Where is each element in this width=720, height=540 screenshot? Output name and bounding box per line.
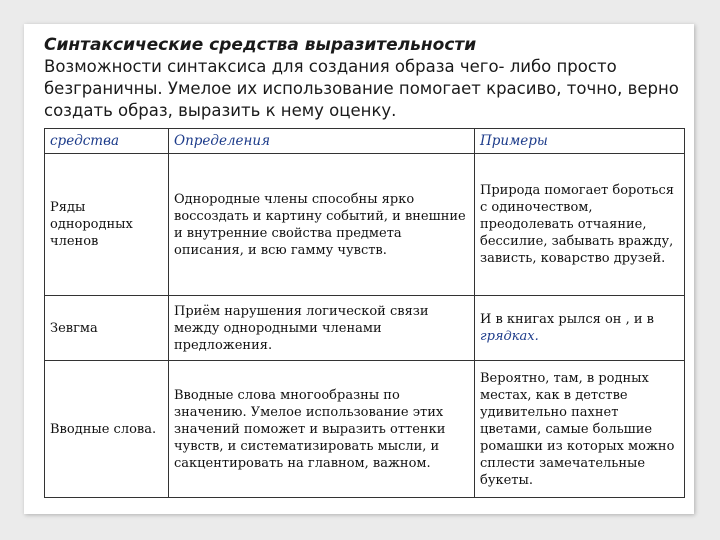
- table-header-row: [45, 129, 685, 154]
- term-cell: Зевгма: [45, 296, 169, 361]
- column-header-definitions: Определения: [169, 129, 475, 154]
- devices-table: [44, 128, 685, 498]
- example-cell: [475, 296, 685, 361]
- definition-cell: Приём нарушения логической связи между однородными членами предложения.: [169, 296, 475, 361]
- slide-intro: Возможности синтаксиса для создания образа чего- либо просто безграничны. Умелое их использование помогает красиво, точно, верно создать образ, выразить к нему оценку.: [44, 57, 679, 120]
- term-cell: Ряды однородных членов: [45, 154, 169, 296]
- slide: [24, 24, 694, 514]
- example-text: И в книгах рылся он , и в: [480, 312, 654, 327]
- definition-cell: Вводные слова многообразны по значению. Умелое использование этих значений поможет и выразить оттенки чувств, и систематизировать мысли, и сакцентировать на главном, важном.: [169, 361, 475, 498]
- example-cell: Природа помогает бороться с одиночеством, преодолевать отчаяние, бессилие, забывать вражду, зависть, коварство друзей.: [475, 154, 685, 296]
- slide-title: Синтаксические средства выразительности: [44, 35, 477, 55]
- table-row: [45, 154, 685, 296]
- term-cell: Вводные слова.: [45, 361, 169, 498]
- column-header-devices: средства: [45, 129, 169, 154]
- table-row: [45, 296, 685, 361]
- example-emphasis: грядках.: [480, 329, 539, 344]
- slide-heading: [44, 34, 684, 122]
- definition-cell: Однородные члены способны ярко воссоздать и картину событий, и внешние и внутренние свойства предмета описания, и всю гамму чувств.: [169, 154, 475, 296]
- column-header-examples: Примеры: [475, 129, 685, 154]
- table-row: [45, 361, 685, 498]
- example-cell: Вероятно, там, в родных местах, как в детстве удивительно пахнет цветами, самые большие ромашки из которых можно сплести замечательные букеты.: [475, 361, 685, 498]
